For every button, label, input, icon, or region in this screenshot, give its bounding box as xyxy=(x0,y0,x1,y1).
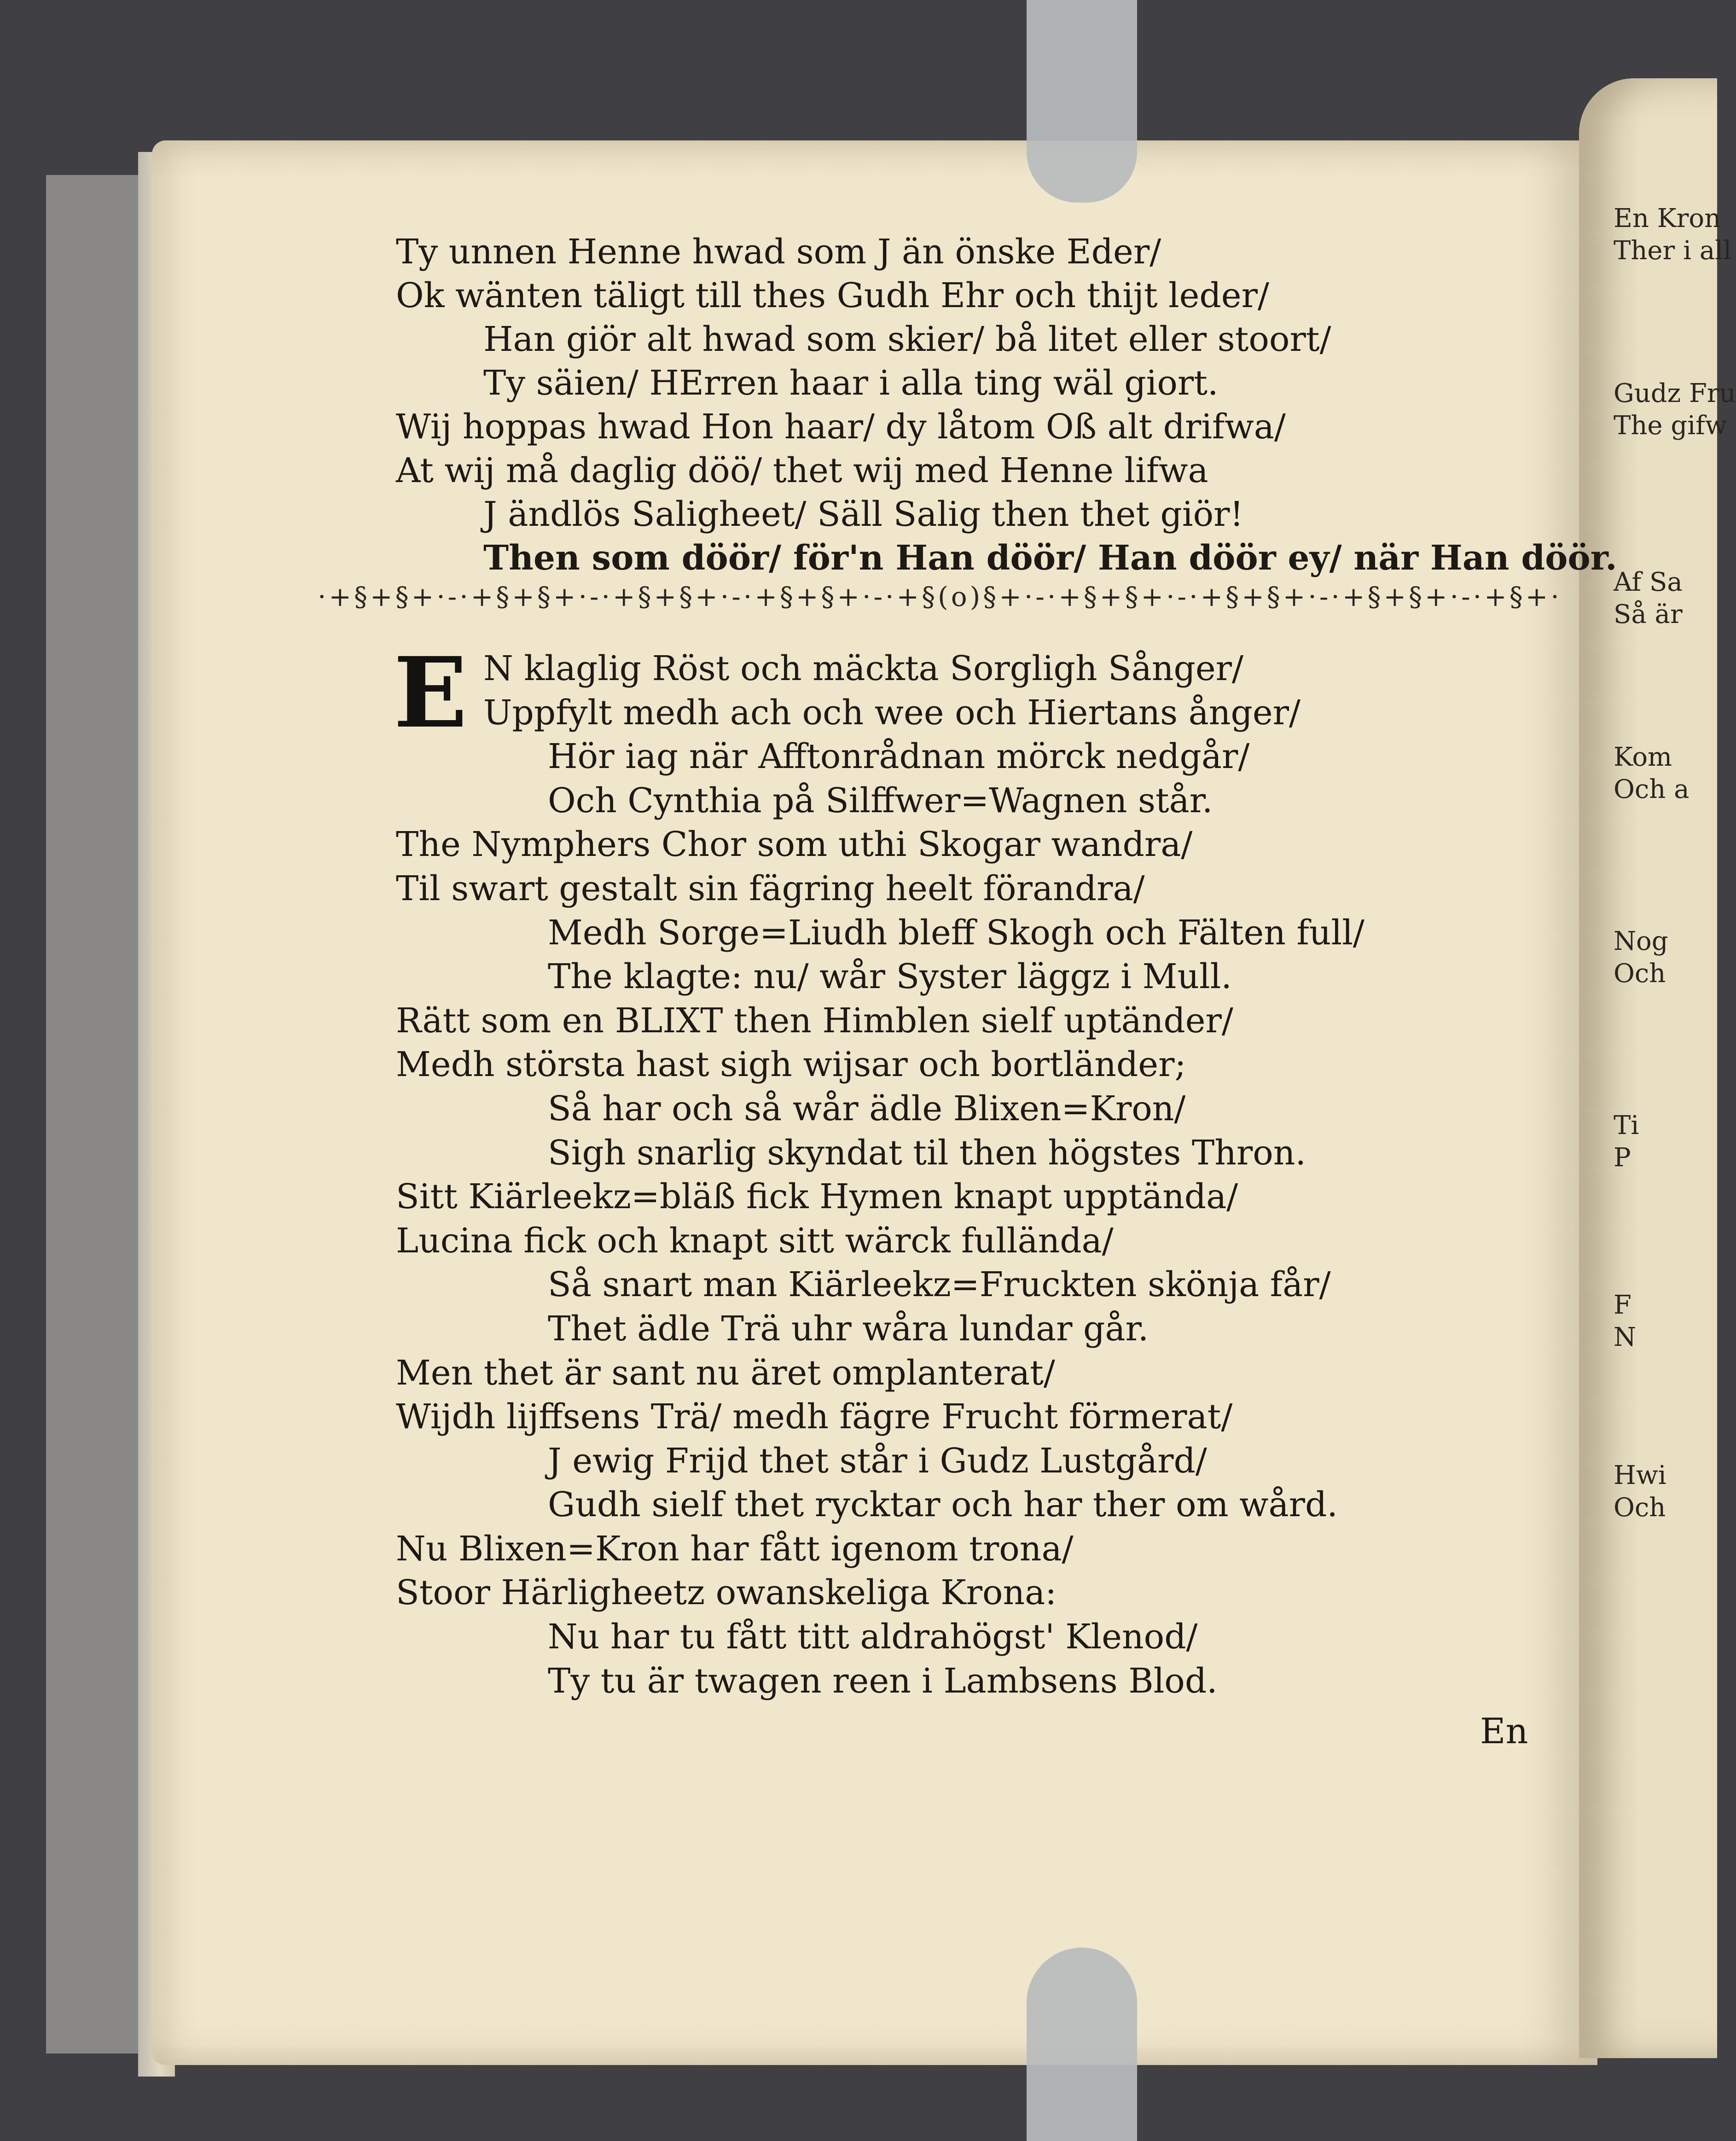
right-page-fragment: Hwi xyxy=(1614,1460,1666,1490)
poem-line: Wijdh lijffsens Trä/ medh fägre Frucht förmerat/ xyxy=(396,1397,1233,1437)
poem-line: Nu har tu fått titt aldrahögst' Klenod/ xyxy=(548,1617,1198,1657)
poem-line: J ewig Frijd thet står i Gudz Lustgård/ xyxy=(548,1441,1207,1481)
poem-line: Thet ädle Trä uhr wåra lundar går. xyxy=(548,1309,1149,1349)
right-page-fragment: Ther i all xyxy=(1614,236,1732,266)
right-page-fragment: Och xyxy=(1614,959,1666,989)
poem-line: Och Cynthia på Silffwer=Wagnen står. xyxy=(548,780,1213,820)
right-page-fragment: Ti xyxy=(1614,1111,1639,1140)
catchword: En xyxy=(1480,1710,1528,1751)
poem-line: The klagte: nu/ wår Syster läggz i Mull. xyxy=(548,957,1232,997)
top-page-clip xyxy=(1027,0,1137,203)
poem-line: Uppfylt medh ach och wee och Hiertans ånger/ xyxy=(483,692,1301,733)
right-page-fragment: Af Sa xyxy=(1614,567,1683,597)
poem-body xyxy=(393,636,1556,1703)
bottom-page-clip xyxy=(1027,1948,1137,2141)
poem-line: Så har och så wår ädle Blixen=Kron/ xyxy=(548,1088,1186,1129)
stanza xyxy=(396,1351,1556,1527)
right-page-fragment: Så är xyxy=(1614,599,1683,629)
verse-top xyxy=(396,230,1617,580)
right-page-fragment: Och xyxy=(1614,1493,1666,1523)
poem-line: The Nymphers Chor som uthi Skogar wandra/ xyxy=(396,825,1193,865)
poem-line: Gudh sielf thet rycktar och har ther om wård. xyxy=(548,1485,1338,1525)
poem-line: Medh Sorge=Liudh bleff Skogh och Fälten full/ xyxy=(548,913,1364,953)
poem-line: Nu Blixen=Kron har fått igenom trona/ xyxy=(396,1529,1074,1569)
poem-line: Medh största hast sigh wijsar och bortländer; xyxy=(396,1045,1186,1085)
right-page-fragment: F xyxy=(1614,1290,1631,1320)
stanza xyxy=(396,823,1556,999)
right-page-fragment: Nog xyxy=(1614,926,1668,956)
right-page-fragment: The gifw xyxy=(1614,411,1727,441)
stanza xyxy=(396,999,1556,1175)
right-page-fragment: Kom xyxy=(1614,742,1672,772)
poem-line: Rätt som en BLIXT then Himblen sielf uptänder/ xyxy=(396,1001,1233,1041)
verse-line: Ty unnen Henne hwad som J än önske Eder/ xyxy=(396,232,1161,272)
poem-line: Sitt Kiärleekz=bläß fick Hymen knapt upptända/ xyxy=(396,1177,1238,1217)
verse-line: Then som döör/ för'n Han döör/ Han döör ey/ när Han döör. xyxy=(483,538,1617,578)
poem-line: Ty tu är twagen reen i Lambsens Blod. xyxy=(548,1661,1218,1701)
decorated-initial: E xyxy=(393,636,468,750)
verse-line: Ty säien/ HErren haar i alla ting wäl giort. xyxy=(483,363,1219,403)
stanza xyxy=(396,1175,1556,1351)
right-page xyxy=(1579,78,1717,2058)
verse-line: Ok wänten täligt till thes Gudh Ehr och thijt leder/ xyxy=(396,276,1269,315)
verse-line: J ändlös Saligheet/ Säll Salig then thet giör! xyxy=(483,495,1244,534)
stanza xyxy=(396,1527,1556,1703)
poem-line: Lucina fick och knapt sitt wärck fullända/ xyxy=(396,1221,1114,1261)
verse-line: Wij hoppas hwad Hon haar/ dy låtom Oß alt drifwa/ xyxy=(396,407,1286,447)
poem-line: Så snart man Kiärleekz=Fruckten skönja får/ xyxy=(548,1265,1331,1305)
right-page-fragment: P xyxy=(1614,1143,1631,1173)
poem-line: Stoor Härligheetz owanskeliga Krona: xyxy=(396,1573,1057,1613)
poem-line: Til swart gestalt sin fägring heelt förandra/ xyxy=(396,868,1145,908)
stanza xyxy=(396,647,1556,823)
right-page-fragment: En Kron xyxy=(1614,204,1721,233)
ornament-divider: ·+§+§+·-·+§+§+·-·+§+§+·-·+§+§+·-·+§(o)§+·-·+§+§+·-·+§+§+·-·+§+§+·-·+§+· xyxy=(318,581,1562,612)
poem-line: Men thet är sant nu äret omplanterat/ xyxy=(396,1353,1055,1393)
verse-line: Han giör alt hwad som skier/ bå litet eller stoort/ xyxy=(483,320,1331,359)
verse-line: At wij må daglig döö/ thet wij med Henne lifwa xyxy=(396,451,1208,490)
poem-line: Hör iag när Afftonrådnan mörck nedgår/ xyxy=(548,737,1250,777)
right-page-fragment: N xyxy=(1614,1322,1636,1352)
poem-line: Sigh snarlig skyndat til then högstes Thron. xyxy=(548,1133,1306,1173)
right-page-fragment: Och a xyxy=(1614,774,1690,804)
right-page-fragment: Gudz Fru xyxy=(1614,378,1736,408)
poem-line: N klaglig Röst och mäckta Sorgligh Sånger/ xyxy=(483,649,1243,688)
